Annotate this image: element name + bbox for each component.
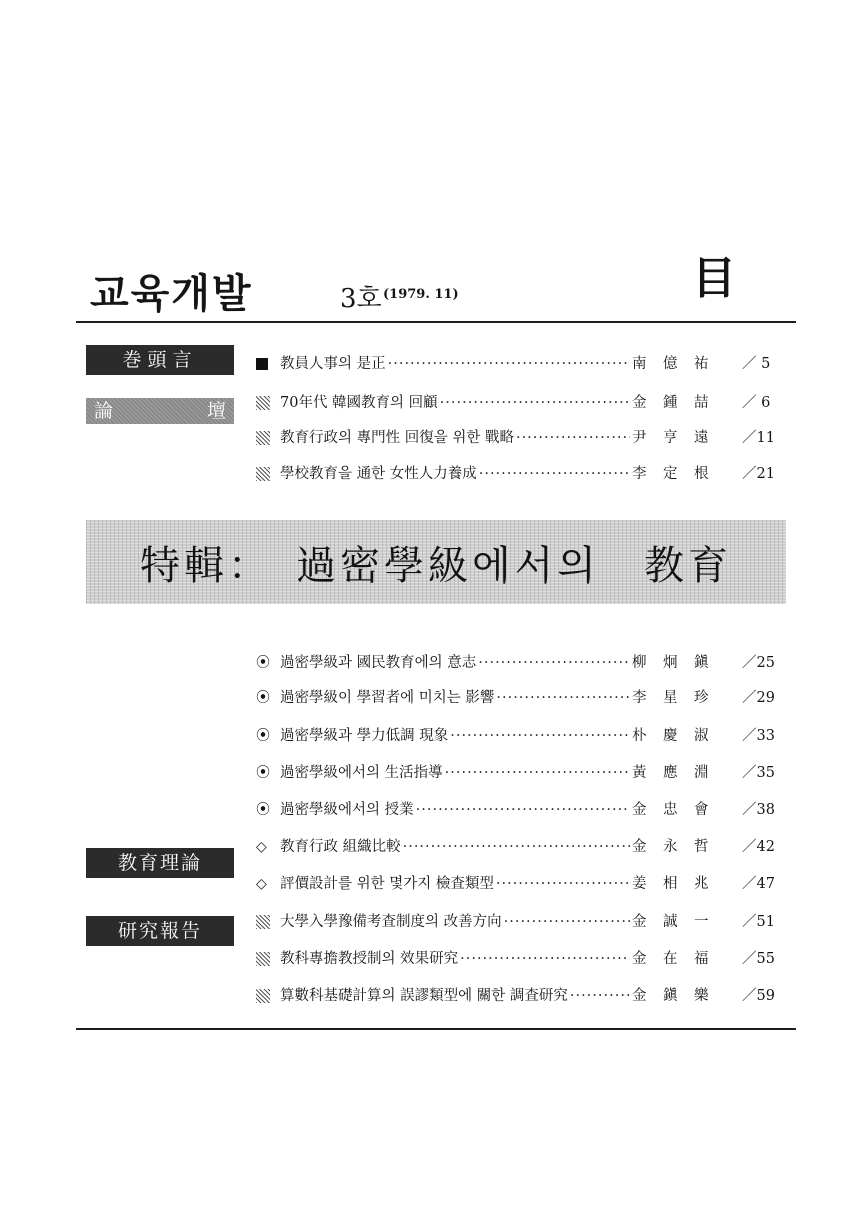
hatched-square-icon	[256, 467, 270, 481]
special-feature-banner	[86, 520, 786, 604]
entry-title: 算數科基礎計算의 誤謬類型에 關한 調査研究	[280, 988, 568, 1004]
entry-page: ／25	[742, 655, 775, 671]
entry-author: 南 億 祐	[632, 356, 710, 372]
entry-page: ／29	[742, 690, 775, 706]
dot-leader	[496, 686, 630, 710]
toc-entry[interactable]	[256, 686, 786, 710]
entry-author: 尹 亨 遠	[632, 430, 710, 446]
entry-author: 金 永 哲	[632, 839, 710, 855]
dot-leader	[416, 798, 630, 822]
dot-leader	[570, 984, 630, 1008]
hatched-square-icon	[256, 396, 270, 410]
hatched-square-icon	[256, 431, 270, 445]
diamond-icon: ◇	[256, 876, 267, 892]
circle-dot-icon: ⦿	[256, 690, 270, 706]
toc-entry[interactable]	[256, 761, 786, 785]
entry-author: 金 鎭 樂	[632, 988, 710, 1004]
entry-page: ／47	[742, 876, 775, 892]
dot-leader	[440, 391, 630, 415]
entry-author: 朴 慶 淑	[632, 728, 710, 744]
top-rule	[76, 321, 796, 323]
entry-author: 金 誠 一	[632, 914, 710, 930]
issue-number: 3호	[340, 284, 382, 314]
toc-entry[interactable]	[256, 426, 786, 450]
label-research-text: 研究報告	[117, 920, 202, 942]
entry-title: 70年代 韓國教育의 回顧	[280, 395, 438, 411]
entry-page: ／11	[742, 430, 775, 446]
hatched-square-icon	[256, 952, 270, 966]
diamond-icon: ◇	[256, 839, 267, 855]
toc-entry[interactable]	[256, 910, 786, 934]
entry-page: ／ 6	[742, 395, 771, 411]
toc-entry[interactable]	[256, 835, 786, 859]
magazine-title: 교육개발	[90, 271, 253, 317]
entry-author: 金 在 福	[632, 951, 710, 967]
circle-dot-icon: ⦿	[256, 765, 270, 781]
entry-title: 過密學級과 國民教育에의 意志	[280, 655, 477, 671]
entry-title: 教科專擔教授制의 效果研究	[280, 951, 459, 967]
circle-dot-icon: ⦿	[256, 802, 270, 818]
label-forum	[86, 398, 234, 424]
toc-entry[interactable]	[256, 391, 786, 415]
entry-title: 過密學級에서의 生活指導	[280, 765, 443, 781]
dot-leader	[504, 910, 630, 934]
toc-entry[interactable]	[256, 872, 786, 896]
entry-title: 學校教育을 通한 女性人力養成	[280, 466, 477, 482]
hatched-square-icon	[256, 915, 270, 929]
dot-leader	[403, 835, 630, 859]
label-research	[86, 916, 234, 946]
dot-leader	[516, 426, 630, 450]
entry-author: 姜 相 兆	[632, 876, 710, 892]
dot-leader	[478, 651, 630, 675]
entry-page: ／ 5	[742, 356, 771, 372]
toc-entry[interactable]	[256, 798, 786, 822]
entry-page: ／51	[742, 914, 775, 930]
special-feature-title: 特輯： 過密學級에서의 教育	[140, 542, 732, 589]
label-theory	[86, 848, 234, 878]
entry-title: 過密學級에서의 授業	[280, 802, 414, 818]
entry-title: 教員人事의 是正	[280, 356, 386, 372]
dot-leader	[450, 724, 630, 748]
bottom-rule	[76, 1028, 796, 1030]
entry-title: 教育行政 組織比較	[280, 839, 401, 855]
circle-dot-icon: ⦿	[256, 728, 270, 744]
toc-entry[interactable]	[256, 947, 786, 971]
circle-dot-icon: ⦿	[256, 655, 270, 671]
contents-mark: 目	[692, 253, 736, 304]
toc-entry[interactable]	[256, 352, 786, 376]
entry-author: 李 星 珍	[632, 690, 710, 706]
toc-entry[interactable]	[256, 462, 786, 486]
entry-title: 大學入學豫備考査制度의 改善方向	[280, 914, 502, 930]
label-theory-text: 教育理論	[117, 852, 202, 874]
square-bullet-icon	[256, 358, 268, 370]
dot-leader	[479, 462, 630, 486]
dot-leader	[460, 947, 630, 971]
hatched-square-icon	[256, 989, 270, 1003]
dot-leader	[496, 872, 630, 896]
dot-leader	[445, 761, 630, 785]
label-forum-left: 論	[94, 400, 114, 422]
entry-title: 評價設計를 위한 몇가지 檢査類型	[280, 876, 494, 892]
dot-leader	[388, 352, 630, 376]
label-preface	[86, 345, 234, 375]
toc-entry[interactable]	[256, 984, 786, 1008]
entry-author: 黃 應 淵	[632, 765, 710, 781]
entry-page: ／38	[742, 802, 775, 818]
label-preface-text: 巻頭言	[122, 349, 198, 371]
entry-author: 金 鍾 喆	[632, 395, 710, 411]
entry-author: 柳 炯 鎭	[632, 655, 710, 671]
entry-page: ／35	[742, 765, 775, 781]
entry-author: 金 忠 會	[632, 802, 710, 818]
label-forum-right: 壇	[206, 400, 226, 422]
entry-page: ／59	[742, 988, 775, 1004]
entry-page: ／33	[742, 728, 775, 744]
toc-entry[interactable]	[256, 724, 786, 748]
entry-page: ／21	[742, 466, 775, 482]
entry-author: 李 定 根	[632, 466, 710, 482]
entry-page: ／55	[742, 951, 775, 967]
issue-date: (1979. 11)	[383, 287, 459, 302]
entry-title: 過密學級이 學習者에 미치는 影響	[280, 690, 495, 706]
entry-title: 教育行政의 專門性 回復을 위한 戰略	[280, 430, 514, 446]
toc-entry[interactable]	[256, 651, 786, 675]
entry-title: 過密學級과 學力低調 現象	[280, 728, 449, 744]
entry-page: ／42	[742, 839, 775, 855]
